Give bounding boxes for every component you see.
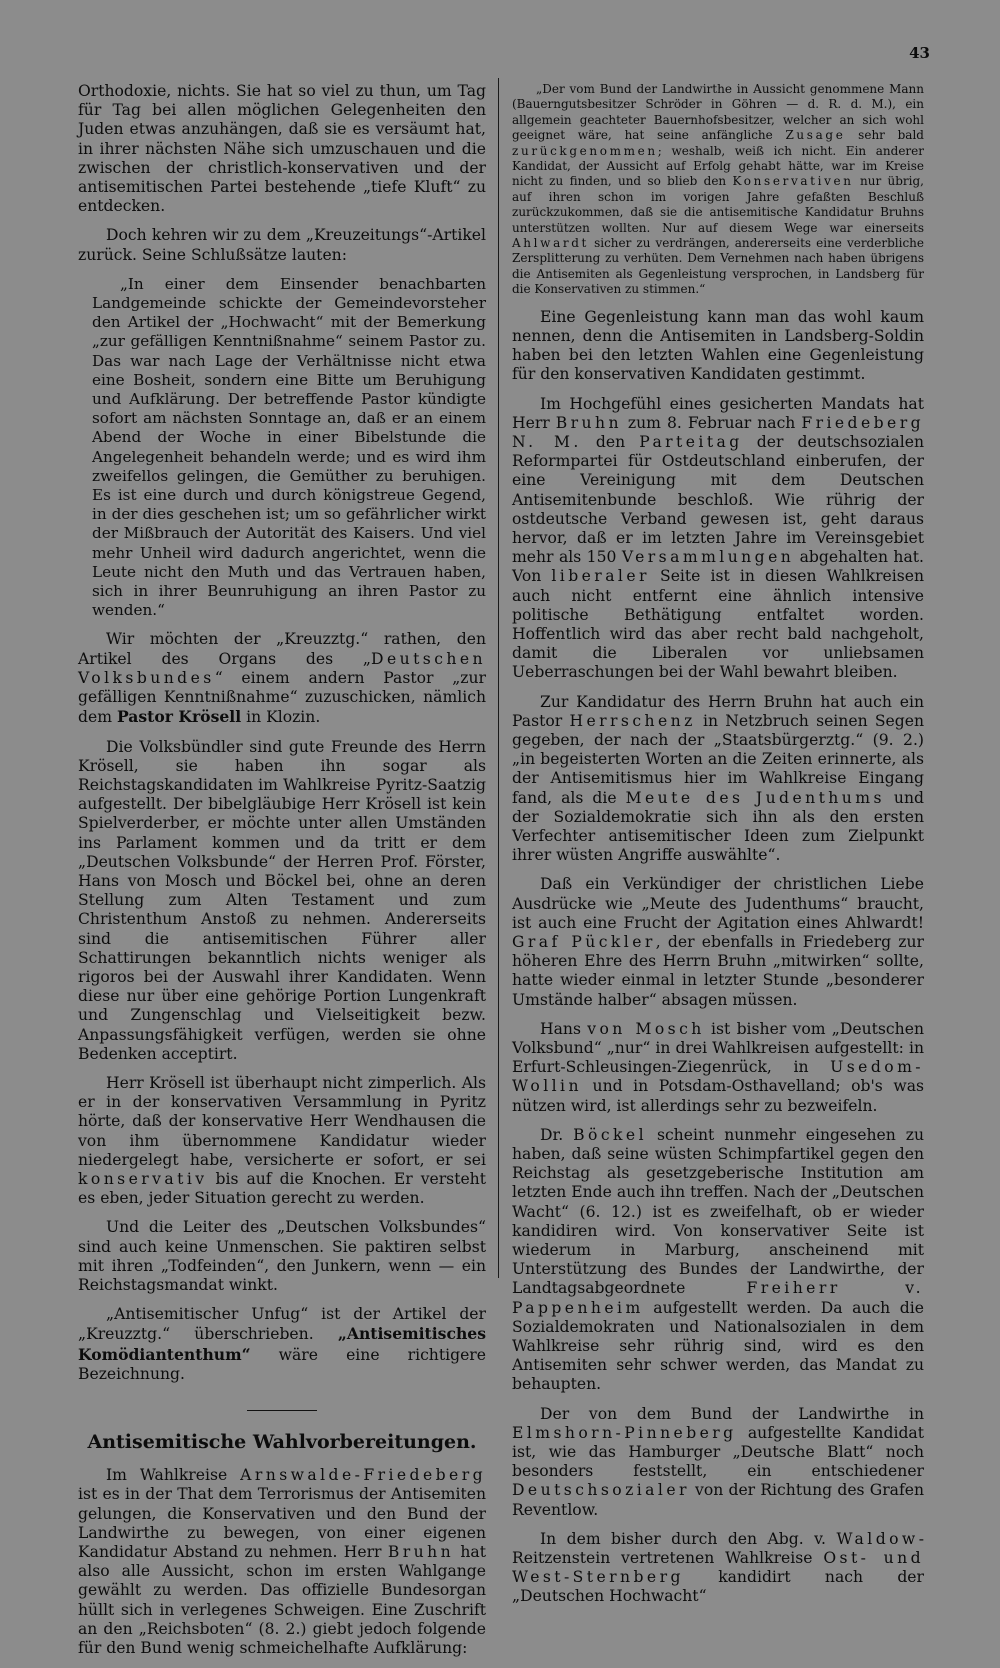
quote-text: „Der vom Bund der Landwirthe in Aussicht genommene Mann (Bauerngutsbesitzer Schröder in Göhren — d. R. d. M.), ein allgemein geachteter Bauernhofsbesitzer, welcher an sich wohl geeignet wäre, hat seine anfängliche Zusage sehr bald zurückgenommen; weshalb, weiß ich nicht. Ein anderer Kandidat, der Aussicht auf Erfolg gehabt hätte, war im Kreise nicht zu finden, und so blieb den Konservativen nur übrig, auf ihren schon im vorigen Jahre gefaßten Beschluß zurückzukommen, daß sie die antisemitische Kandidatur Bruhns unterstützen wollten. Nur auf diesem Wege war einerseits Ahlwardt sicher zu verdrängen, andererseits eine verderbliche Zersplitterung zu verhüten. Dem Vernehmen nach haben übrigens die Antisemiten als Gegenleistung versprochen, in Landsberg für die Konservativen zu stimmen.“ [512, 82, 924, 297]
right-column [512, 82, 924, 1617]
paragraph: In dem bisher durch den Abg. v. Waldow-Reitzenstein vertretenen Wahlkreise Ost- und West-Sternberg kandidirt nach der „Deutschen Hochwacht“ [512, 1529, 924, 1606]
section-rule [247, 1410, 317, 1411]
paragraph: Zur Kandidatur des Herrn Bruhn hat auch ein Pastor Herrschenz in Netzbruch seinen Segen gegeben, der nach der „Staatsbürgerztg.“ (9. 2.) „in begeisterten Worten an die Zeiten erinnerte, als der Antisemitismus hier im Wahlkreise Eingang fand, als die Meute des Judenthums und der Sozialdemokratie sich ihn als den ersten Verfechter antisemitischer Ideen zum Zielpunkt ihrer wüsten Angriffe auswählte“. [512, 692, 924, 865]
paragraph: Hans von Mosch ist bisher vom „Deutschen Volksbund“ „nur“ in drei Wahlkreisen aufgestellt: in Erfurt-Schleusingen-Ziegenrück, in Usedom-Wollin und in Potsdam-Osthavelland; ob's was nützen wird, ist allerdings sehr zu bezweifeln. [512, 1019, 924, 1115]
paragraph: Und die Leiter des „Deutschen Volksbundes“ sind auch keine Unmenschen. Sie paktiren selbst mit ihren „Todfeinden“, den Junkern, wenn — ein Reichstagsmandat winkt. [78, 1218, 486, 1294]
quote-text: „In einer dem Einsender benachbarten Landgemeinde schickte der Gemeindevorsteher den Artikel der „Hochwacht“ mit der Bemerkung „zur gefälligen Kenntnißnahme“ seinem Pastor zu. Das war nach Lage der Verhältnisse nicht etwa eine Bosheit, sondern eine Bitte um Beruhigung und Aufklärung. Der betreffende Pastor kündigte sofort am nächsten Sonntage an, daß er an einem Abend der Woche in einer Bibelstunde die Angelegenheit behandeln werde; und es wird ihm zweifellos gelingen, die Gemüther zu beruhigen. Es ist eine durch und durch königstreue Gegend, in der dies geschehen ist; um so gefährlicher wirkt der Mißbrauch der Autorität des Kaisers. Und viel mehr Unheil wird dadurch angerichtet, wenn die Leute nicht den Muth und das Vertrauen haben, sich in ihrer Beunruhigung an ihren Pastor zu wenden.“ [92, 274, 486, 620]
section-heading: Antisemitische Wahlvorbereitungen. [87, 1431, 477, 1453]
paragraph: „Antisemitischer Unfug“ ist der Artikel der „Kreuzztg.“ überschrieben. „Antisemitisches Komödiantenthum“ wäre eine richtigere Bezeichnung. [78, 1305, 486, 1383]
block-quote [78, 275, 486, 621]
paragraph: Daß ein Verkündiger der christlichen Liebe Ausdrücke wie „Meute des Judenthums“ braucht, ist auch eine Frucht der Agitation eines Ahlwardt! Graf Pückler, der ebenfalls in Friedeberg zur höheren Ehre des Herrn Bruhn „mitwirken“ sollte, hatte wieder einmal in letzter Stunde „besonderer Umstände halber“ absagen müssen. [512, 875, 924, 1009]
paragraph: Wir möchten der „Kreuzztg.“ rathen, den Artikel des Organs des „Deutschen Volksbundes“ einem andern Pastor „zur gefälligen Kenntnißnahme“ zuzuschicken, nämlich dem Pastor Krösell in Klozin. [78, 630, 486, 727]
paragraph: Im Hochgefühl eines gesicherten Mandats hat Herr Bruhn zum 8. Februar nach Friedeberg N. M. den Parteitag der deutschsozialen Reformpartei für Ostdeutschland einberufen, der eine Vereinigung mit dem Deutschen Antisemitenbunde beschloß. Wie rührig der ostdeutsche Verband gewesen ist, geht daraus hervor, daß er im letzten Jahre im Vereinsgebiet mehr als 150 Versammlungen abgehalten hat. Von liberaler Seite ist in diesen Wahlkreisen auch nicht entfernt eine ähnlich intensive politische Bethätigung entfaltet worden. Hoffentlich wird das aber recht bald nachgeholt, damit die Liberalen vor unliebsamen Ueberraschungen bei der Wahl bewahrt bleiben. [512, 394, 925, 682]
column-divider [498, 78, 499, 1278]
paragraph: Der von dem Bund der Landwirthe in Elmshorn-Pinneberg aufgestellte Kandidat ist, wie das Hamburger „Deutsche Blatt“ noch besonders feststellt, ein entschiedener Deutschsozialer von der Richtung des Grafen Reventlow. [512, 1404, 924, 1519]
paragraph: Im Wahlkreise Arnswalde-Friedeberg ist es in der That dem Terrorismus der Antisemiten gelungen, die Konservativen und den Bund der Landwirthe zu bewegen, von einer eigenen Kandidatur Abstand zu nehmen. Herr Bruhn hat also alle Aussicht, schon im ersten Wahlgange gewählt zu werden. Das offizielle Bundesorgan hüllt sich in verlegenes Schweigen. Eine Zuschrift an den „Reichsboten“ (8. 2.) giebt jedoch folgende für den Bund wenig schmeichelhafte Aufklärung: [78, 1466, 486, 1658]
paragraph: Herr Krösell ist überhaupt nicht zimperlich. Als er in der konservativen Versammlung in Pyritz hörte, daß der konservative Herr Wendhausen die von ihm übernommene Kandidatur wieder niedergelegt habe, versicherte er sofort, er sei konservativ bis auf die Knochen. Er versteht es eben, jeder Situation gerecht zu werden. [78, 1073, 486, 1208]
paragraph: Doch kehren wir zu dem „Kreuzeitungs“-Artikel zurück. Seine Schlußsätze lauten: [78, 226, 486, 264]
paragraph: Die Volksbündler sind gute Freunde des Herrn Krösell, sie haben ihn sogar als Reichstagskandidaten im Wahlkreise Pyritz-Saatzig aufgestellt. Der bibelgläubige Herr Krösell ist kein Spielverderber, er möchte unter allen Umständen ins Parlament kommen und da tritt er dem „Deutschen Volksbunde“ der Herren Prof. Förster, Hans von Mosch und Böckel bei, ohne an deren Stellung zum Alten Testament und zum Christenthum Anstoß zu nehmen. Andererseits sind die antisemitischen Führer aller Schattirungen bekanntlich nichts weniger als rigoros bei der Auswahl ihrer Kandidaten. Wenn diese nur über eine gehörige Portion Lungenkraft und Zungenschlag und Vielseitigkeit bezw. Anpassungsfähigkeit verfügen, werden sie ohne Bedenken acceptirt. [78, 737, 486, 1063]
paragraph: Dr. Böckel scheint nunmehr eingesehen zu haben, daß seine wüsten Schimpfartikel gegen den Reichstag als gesetzgeberische Institution am letzten Ende auch ihn treffen. Nach der „Deutschen Wacht“ (6. 12.) ist es zweifelhaft, ob er wieder kandidiren wird. Von konservativer Seite ist wiederum in Marburg, anscheinend mit Unterstützung des Bundes der Landwirthe, der Landtagsabgeordnete Freiherr v. Pappenheim aufgestellt werden. Da auch die Sozialdemokraten und Nationalsozialen in dem Wahlkreise sehr rührig sind, wird es den Antisemiten sehr schwer werden, das Mandat zu behaupten. [512, 1125, 924, 1394]
page-number: 43 [909, 44, 930, 62]
paragraph: Orthodoxie, nichts. Sie hat so viel zu thun, um Tag für Tag bei allen möglichen Gelegenheiten den Juden etwas anzuhängen, daß sie es versäumt hat, in ihrer nächsten Nähe sich umzuschauen und die zwischen der christlich-konservativen und der antisemitischen Partei bestehende „tiefe Kluft“ zu entdecken. [78, 82, 486, 216]
paragraph: Eine Gegenleistung kann man das wohl kaum nennen, denn die Antisemiten in Landsberg-Soldin haben bei den letzten Wahlen eine Gegenleistung für den konservativen Kandidaten gestimmt. [512, 307, 924, 384]
left-column [78, 82, 486, 1668]
small-quote [512, 82, 924, 298]
